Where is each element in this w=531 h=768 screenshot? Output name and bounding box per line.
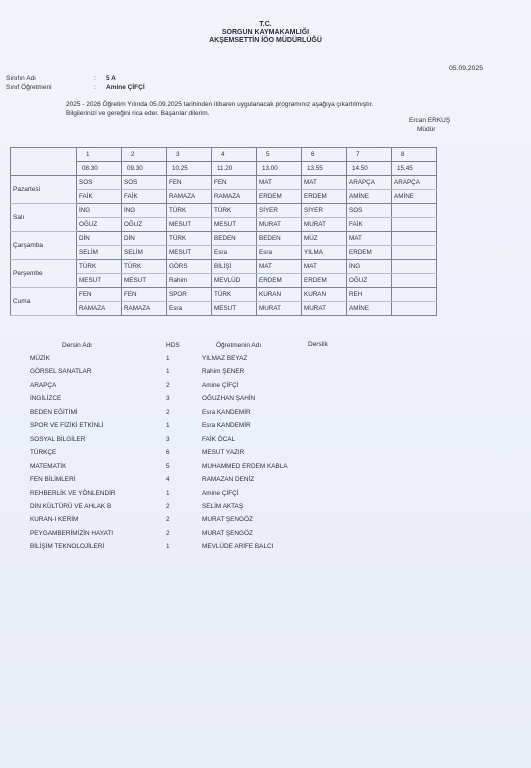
- lesson-teacher: Esra: [257, 246, 302, 260]
- schedule-day-row: [11, 288, 437, 302]
- course-name: SOSYAL BİLGİLER: [30, 435, 86, 443]
- course-hours: 2: [166, 502, 170, 510]
- course-hours: 3: [166, 435, 170, 443]
- homeroom-teacher-value: Amine ÇİFÇİ: [106, 84, 145, 91]
- course-teacher: MEVLÜDE ARİFE BALCI: [202, 543, 274, 551]
- lesson-subject: MAT: [302, 260, 347, 274]
- course-name: ARAPÇA: [30, 381, 57, 389]
- schedule-days: [11, 176, 437, 316]
- course-name: SPOR VE FİZİKİ ETKİNLİ: [30, 422, 104, 430]
- course-name: TÜRKÇE: [30, 449, 57, 457]
- course-row: [0, 395, 531, 408]
- course-name: BEDEN EĞİTİMİ: [30, 408, 78, 416]
- lesson-subject: İNG: [122, 204, 167, 218]
- lesson-subject: TÜRK: [167, 204, 212, 218]
- schedule-day-row: [11, 176, 437, 190]
- lesson-teacher: SELİM: [122, 246, 167, 260]
- lesson-teacher: AMİNE: [347, 302, 392, 316]
- course-hours: 1: [166, 543, 170, 551]
- lesson-teacher: FAİK: [122, 190, 167, 204]
- period-number: 5: [257, 148, 302, 162]
- course-hours: 6: [166, 449, 170, 457]
- lesson-teacher: MESUT: [212, 218, 257, 232]
- lesson-subject: BİLİŞİ: [212, 260, 257, 274]
- lesson-teacher: YILMA: [302, 246, 347, 260]
- lesson-teacher: ERDEM: [347, 246, 392, 260]
- homeroom-teacher-separator: :: [94, 84, 96, 91]
- lesson-subject: FEN: [77, 288, 122, 302]
- period-time: 10.25: [167, 162, 212, 176]
- lesson-subject: [392, 204, 437, 218]
- course-hours: 1: [166, 422, 170, 430]
- homeroom-teacher-label: Sınıf Öğretmeni: [6, 84, 52, 91]
- course-row: [0, 382, 531, 395]
- schedule-day-row: [11, 260, 437, 274]
- lesson-teacher: ERDEM: [257, 274, 302, 288]
- period-number: 1: [77, 148, 122, 162]
- day-name: Perşembe: [11, 260, 77, 288]
- course-teacher: MURAT ŞENGÖZ: [202, 516, 253, 524]
- lesson-teacher: MESUT: [122, 274, 167, 288]
- lesson-subject: ARAPÇA: [392, 176, 437, 190]
- lesson-teacher: OĞUZ: [122, 218, 167, 232]
- day-name: Çarşamba: [11, 232, 77, 260]
- course-row: [0, 503, 531, 516]
- lesson-subject: FEN: [212, 176, 257, 190]
- period-time: 15.45: [392, 162, 437, 176]
- header-tc: T.C.: [259, 21, 272, 28]
- corner-cell: [11, 148, 77, 176]
- course-name: MÜZİK: [30, 355, 50, 362]
- course-hours: 1: [166, 489, 170, 497]
- period-number: 2: [122, 148, 167, 162]
- lesson-subject: BEDEN: [212, 232, 257, 246]
- lesson-subject: [392, 260, 437, 274]
- lesson-teacher: FAİK: [347, 218, 392, 232]
- notice-line-2: Bilgilerinizi ve gereğini rica eder. Başarılar dilerim.: [66, 110, 210, 117]
- course-teacher: SELİM AKTAŞ: [202, 502, 244, 510]
- course-row: [0, 530, 531, 543]
- lesson-teacher: ERDEM: [302, 190, 347, 204]
- class-label: Sınıfın Adı: [6, 75, 36, 82]
- header-school: AKŞEMSETTİN İÖO MÜDÜRLÜĞÜ: [209, 37, 322, 44]
- lesson-subject: SOS: [77, 176, 122, 190]
- weekly-schedule-table: [10, 147, 437, 316]
- course-row: [0, 436, 531, 449]
- lesson-teacher: OĞUZ: [77, 218, 122, 232]
- lesson-subject: SPOR: [167, 288, 212, 302]
- day-name: Pazartesi: [11, 176, 77, 204]
- period-number: 6: [302, 148, 347, 162]
- course-name: BİLİŞİM TEKNOLOJİLERİ: [30, 543, 105, 551]
- lesson-subject: [392, 288, 437, 302]
- course-name: KURAN-I KERİM: [30, 516, 79, 524]
- lesson-subject: İNG: [77, 204, 122, 218]
- course-teacher: YILMAZ BEYAZ: [202, 355, 248, 362]
- lesson-subject: REH: [347, 288, 392, 302]
- course-row: [0, 516, 531, 529]
- course-hours: 2: [166, 529, 170, 537]
- course-name: PEYGAMBERİMİZİN HAYATI: [30, 529, 114, 537]
- lesson-teacher: RAMAZA: [212, 190, 257, 204]
- lesson-subject: TÜRK: [122, 260, 167, 274]
- lesson-subject: TÜRK: [212, 288, 257, 302]
- course-row: [0, 449, 531, 462]
- lesson-subject: TÜRK: [167, 232, 212, 246]
- lesson-teacher: [392, 246, 437, 260]
- period-number: 8: [392, 148, 437, 162]
- course-row: [0, 476, 531, 489]
- period-time: 13.00: [257, 162, 302, 176]
- period-time: 14.50: [347, 162, 392, 176]
- course-row: [0, 490, 531, 503]
- lesson-teacher: FAİK: [77, 190, 122, 204]
- period-time: 09.30: [122, 162, 167, 176]
- lesson-subject: FEN: [122, 288, 167, 302]
- lesson-subject: MÜZ: [302, 232, 347, 246]
- notice-line-1: 2025 - 2026 Öğretim Yılında 05.09.2025 tarihinden itibaren uygulanacak programınız aşağıya çıkartılmıştır.: [66, 101, 374, 108]
- course-hours: 2: [166, 408, 170, 416]
- schedule-day-row: [11, 204, 437, 218]
- principal-name: Ercan ERKUŞ: [409, 117, 451, 124]
- course-teacher: OĞUZHAN ŞAHİN: [202, 395, 256, 403]
- lesson-teacher: AMİNE: [392, 190, 437, 204]
- lesson-teacher: [392, 274, 437, 288]
- lesson-subject: KURAN: [257, 288, 302, 302]
- lesson-subject: MAT: [302, 176, 347, 190]
- lesson-subject: ARAPÇA: [347, 176, 392, 190]
- lesson-teacher: RAMAZA: [122, 302, 167, 316]
- period-number-row: [11, 148, 437, 162]
- lesson-teacher: AMİNE: [347, 190, 392, 204]
- course-teacher: Esra KANDEMİR: [202, 408, 251, 416]
- course-hours: 2: [166, 516, 170, 524]
- course-teacher: Amine ÇİFÇİ: [202, 489, 239, 497]
- schedule-day-row: [11, 232, 437, 246]
- lesson-teacher: MESUT: [77, 274, 122, 288]
- lesson-teacher: [392, 218, 437, 232]
- course-teacher: MUHAMMED ERDEM KABLA: [202, 462, 288, 470]
- course-name: REHBERLİK VE YÖNLENDİR: [30, 489, 116, 497]
- period-number: 7: [347, 148, 392, 162]
- course-teacher: MESUT YAZIR: [202, 449, 245, 457]
- lesson-teacher: MEVLÜD: [212, 274, 257, 288]
- lesson-subject: DİN: [77, 232, 122, 246]
- lesson-subject: SİYER: [302, 204, 347, 218]
- period-number: 4: [212, 148, 257, 162]
- class-separator: :: [94, 75, 96, 82]
- lesson-subject: MAT: [347, 232, 392, 246]
- course-name: GÖRSEL SANATLAR: [30, 368, 92, 376]
- class-value: 5 A: [106, 75, 116, 82]
- lesson-teacher: Esra: [167, 302, 212, 316]
- course-teacher: MURAT ŞENGÖZ: [202, 529, 253, 537]
- lesson-subject: TÜRK: [212, 204, 257, 218]
- lesson-teacher: RAMAZA: [77, 302, 122, 316]
- lesson-teacher: Rahim: [167, 274, 212, 288]
- lesson-teacher: [392, 302, 437, 316]
- courses-header-teacher: Öğretmenin Adı: [216, 342, 262, 349]
- lesson-teacher: OĞUZ: [347, 274, 392, 288]
- lesson-subject: [392, 232, 437, 246]
- course-hours: 3: [166, 395, 170, 403]
- lesson-teacher: MESUT: [212, 302, 257, 316]
- lesson-teacher: ERDEM: [302, 274, 347, 288]
- lesson-subject: DİN: [122, 232, 167, 246]
- lesson-subject: MAT: [257, 260, 302, 274]
- lesson-teacher: SELİM: [77, 246, 122, 260]
- period-time: 11.20: [212, 162, 257, 176]
- lesson-subject: BEDEN: [257, 232, 302, 246]
- lesson-teacher: MESUT: [167, 218, 212, 232]
- course-hours: 5: [166, 462, 170, 470]
- document-date: 05.09.2025: [449, 65, 484, 72]
- lesson-subject: MAT: [257, 176, 302, 190]
- course-row: [0, 355, 531, 368]
- course-teacher: Rahim ŞENER: [202, 368, 245, 376]
- course-row: [0, 463, 531, 476]
- course-row: [0, 368, 531, 381]
- courses-header-name: Dersin Adı: [62, 342, 92, 349]
- lesson-subject: FEN: [167, 176, 212, 190]
- course-teacher: RAMAZAN DENİZ: [202, 476, 255, 484]
- lesson-teacher: Esra: [212, 246, 257, 260]
- header-district: SORGUN KAYMAKAMLIĞI: [221, 29, 310, 36]
- lesson-teacher: ERDEM: [257, 190, 302, 204]
- day-name: Salı: [11, 204, 77, 232]
- lesson-subject: SOS: [347, 204, 392, 218]
- lesson-teacher: MURAT: [302, 218, 347, 232]
- course-teacher: Esra KANDEMİR: [202, 422, 251, 430]
- principal-title: Müdür: [417, 126, 436, 133]
- course-teacher: FAİK ÖCAL: [202, 435, 236, 443]
- lesson-subject: KURAN: [302, 288, 347, 302]
- course-name: DİN KÜLTÜRÜ VE AHLAK B: [30, 502, 112, 510]
- course-hours: 2: [166, 381, 170, 389]
- course-name: FEN BİLİMLERİ: [30, 476, 76, 484]
- period-time: 13.55: [302, 162, 347, 176]
- lesson-teacher: MURAT: [302, 302, 347, 316]
- lesson-subject: SİYER: [257, 204, 302, 218]
- courses-header-hds: HDS: [166, 342, 180, 349]
- day-name: Cuma: [11, 288, 77, 316]
- courses-header-room: Derslik: [308, 341, 328, 348]
- course-name: İNGİLİZCE: [30, 395, 62, 403]
- lesson-subject: İNG: [347, 260, 392, 274]
- lesson-teacher: RAMAZA: [167, 190, 212, 204]
- lesson-teacher: MURAT: [257, 218, 302, 232]
- period-number: 3: [167, 148, 212, 162]
- course-row: [0, 409, 531, 422]
- course-row: [0, 543, 531, 556]
- course-teacher: Amine ÇİFÇİ: [202, 381, 239, 389]
- lesson-subject: GÖRS: [167, 260, 212, 274]
- lesson-subject: TÜRK: [77, 260, 122, 274]
- lesson-teacher: MURAT: [257, 302, 302, 316]
- lesson-teacher: MESUT: [167, 246, 212, 260]
- course-hours: 1: [166, 368, 170, 376]
- course-row: [0, 422, 531, 435]
- course-hours: 1: [166, 355, 170, 362]
- period-time: 08.30: [77, 162, 122, 176]
- course-name: MATEMATİK: [30, 462, 67, 470]
- lesson-subject: SOS: [122, 176, 167, 190]
- course-hours: 4: [166, 476, 170, 484]
